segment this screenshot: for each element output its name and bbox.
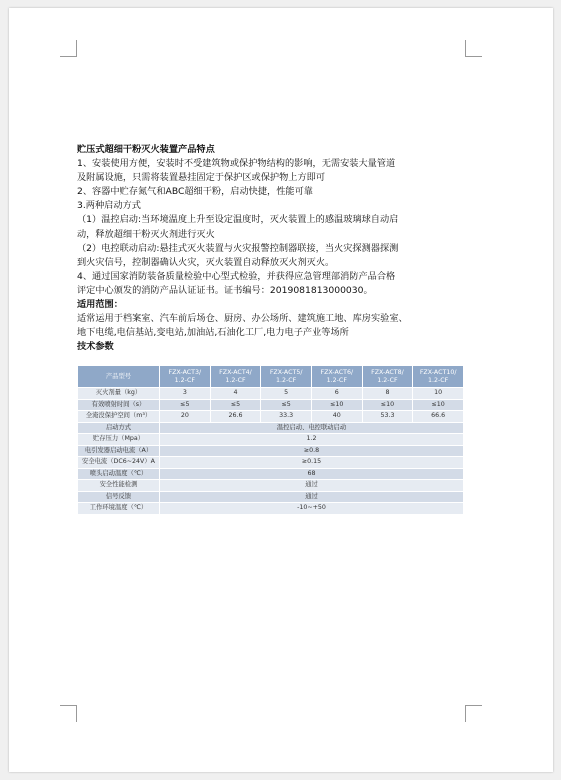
row-label-cell: 安全电流（DC6~24V）A (78, 457, 160, 469)
crop-mark-top-left (60, 40, 77, 57)
value-cell: 10 (413, 388, 464, 400)
text-line: 1、安装使用方便，安装时不受建筑物或保护物结构的影响，无需安装大量管道 (77, 158, 396, 170)
table-row (78, 388, 464, 400)
table-row (78, 503, 464, 515)
merged-value-cell: 68 (160, 468, 464, 480)
row-label-cell: 有效喷射时间（s） (78, 399, 160, 411)
value-cell: 53.3 (362, 411, 413, 423)
crop-mark-bottom-right (465, 705, 482, 722)
value-cell: ≤5 (261, 399, 312, 411)
value-cell: 26.6 (210, 411, 261, 423)
table-row (78, 468, 464, 480)
table-row (78, 411, 464, 423)
text-line: 动，释放超细干粉灭火剂进行灭火 (77, 228, 215, 240)
merged-value-cell: 通过 (160, 480, 464, 492)
row-label-cell: 贮存压力（Mpa） (78, 434, 160, 446)
text-line: （2）电控联动启动:悬挂式灭火装置与火灾报警控制器联接，当火灾探测器探测 (77, 242, 399, 254)
row-label-cell: 启动方式 (78, 422, 160, 434)
row-label-cell: 信号反馈 (78, 491, 160, 503)
section-title: 贮压式超细干粉灭火装置产品特点 (77, 144, 215, 155)
header-model-cell: FZX-ACT10/ 1.2-CF (413, 366, 464, 388)
header-model-cell: FZX-ACT5/ 1.2-CF (261, 366, 312, 388)
text-line: 适常运用于档案室、汽车前后场仓、厨房、办公场所、建筑施工地、库房实验室、 (77, 313, 408, 325)
row-label-cell: 喷头启动温度（℃） (78, 468, 160, 480)
table-row (78, 422, 464, 434)
text-line: 2、容器中贮存氮气和ABC超细干粉，启动快捷，性能可靠 (77, 186, 313, 198)
text-line: 地下电缆,电信基站,变电站,加油站,石油化工厂,电力电子产业等场所 (77, 327, 349, 339)
table-row (78, 445, 464, 457)
merged-value-cell: ≥0.8 (160, 445, 464, 457)
row-label-cell: 全淹没保护空间（m³） (78, 411, 160, 423)
value-cell: ≤10 (413, 399, 464, 411)
header-model-cell: FZX-ACT6/ 1.2-CF (311, 366, 362, 388)
text-line: （1）温控启动:当环境温度上升至设定温度时，灭火装置上的感温玻璃球自动启 (77, 214, 399, 226)
text-line: 到火灾信号，控制器确认火灾，灭火装置自动释放灭火剂灭火。 (77, 256, 335, 268)
table-row (78, 457, 464, 469)
row-label-cell: 工作环境温度（℃） (78, 503, 160, 515)
row-label-cell: 电引发器启动电流（A） (78, 445, 160, 457)
value-cell: ≤10 (311, 399, 362, 411)
value-cell: 40 (311, 411, 362, 423)
merged-value-cell: -10~+50 (160, 503, 464, 515)
tech-heading: 技术参数 (77, 341, 114, 353)
merged-value-cell: 温控启动、电控联动启动 (160, 422, 464, 434)
table-header-row (78, 366, 464, 388)
crop-mark-bottom-left (60, 705, 77, 722)
value-cell: 33.3 (261, 411, 312, 423)
value-cell: 20 (160, 411, 211, 423)
table-row (78, 399, 464, 411)
table-row (78, 434, 464, 446)
scope-heading: 适用范围： (77, 299, 123, 311)
text-line: 3.两种启动方式 (77, 200, 141, 212)
spec-table (77, 365, 464, 515)
text-line: 及附属设施，只需将装置悬挂固定于保护区或保护物上方即可 (77, 172, 326, 184)
value-cell: 8 (362, 388, 413, 400)
crop-mark-top-right (465, 40, 482, 57)
value-cell: ≤5 (160, 399, 211, 411)
value-cell: 4 (210, 388, 261, 400)
row-label-cell: 安全性能检测 (78, 480, 160, 492)
header-model-cell: FZX-ACT8/ 1.2-CF (362, 366, 413, 388)
text-line: 评定中心颁发的消防产品认证证书。证书编号：2019081813000030。 (77, 284, 373, 296)
table-row (78, 491, 464, 503)
document-body (77, 143, 472, 354)
text-line: 4、通过国家消防装备质量检验中心型式检验，并获得应急管理部消防产品合格 (77, 270, 396, 282)
value-cell: 6 (311, 388, 362, 400)
header-model-cell: FZX-ACT4/ 1.2-CF (210, 366, 261, 388)
table-row (78, 480, 464, 492)
merged-value-cell: ≥0.15 (160, 457, 464, 469)
header-model-cell: FZX-ACT3/ 1.2-CF (160, 366, 211, 388)
value-cell: ≤5 (210, 399, 261, 411)
merged-value-cell: 1.2 (160, 434, 464, 446)
row-label-cell: 灭火剂量（kg） (78, 388, 160, 400)
value-cell: 5 (261, 388, 312, 400)
header-label-cell: 产品型号 (78, 366, 160, 388)
value-cell: ≤10 (362, 399, 413, 411)
value-cell: 66.6 (413, 411, 464, 423)
value-cell: 3 (160, 388, 211, 400)
scope-text (77, 312, 472, 340)
merged-value-cell: 通过 (160, 491, 464, 503)
feature-list (77, 157, 472, 298)
